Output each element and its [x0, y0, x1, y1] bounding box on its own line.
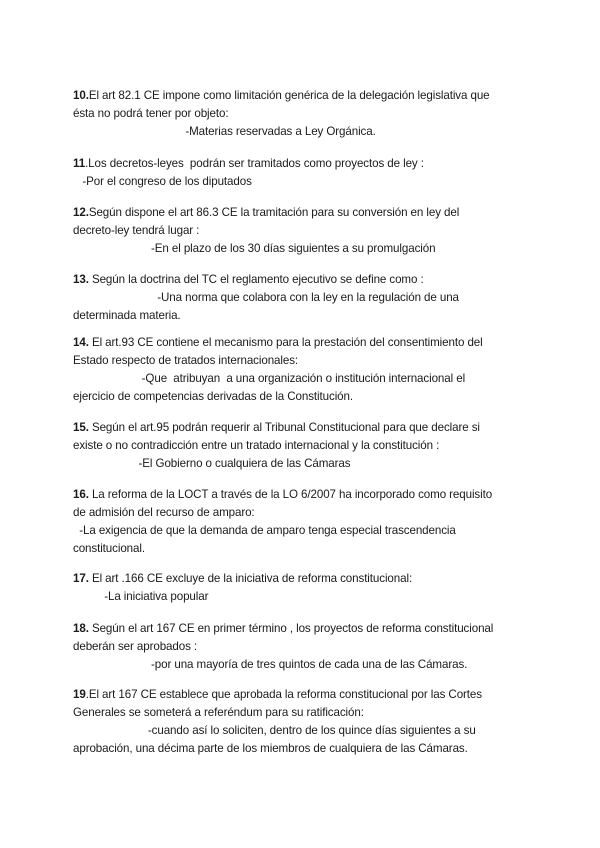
question-text: .El art 167 CE establece que aprobada la reforma constitucional por las Cortes: [85, 688, 482, 701]
question-number: 13.: [73, 273, 89, 286]
question-line: [73, 419, 533, 437]
question-11: [73, 155, 533, 191]
question-line: [73, 620, 533, 638]
question-line: Generales se someterá a referéndum para su ratificación:: [73, 706, 364, 719]
question-number: 15.: [73, 421, 89, 434]
question-text: Según el art 167 CE en primer término , los proyectos de reforma constitucional: [88, 622, 494, 635]
question-line: de admisión del recurso de amparo:: [73, 506, 255, 519]
answer-line: ejercicio de competencias derivadas de la Constitución.: [73, 390, 353, 403]
question-text: Según dispone el art 86.3 CE la tramitación para su conversión en ley del: [88, 206, 460, 219]
answer-line: constitucional.: [73, 542, 145, 555]
question-line: [73, 486, 533, 504]
question-line: [73, 271, 533, 289]
answer-line: aprobación, una décima parte de los miembros de cualquiera de las Cámaras.: [73, 742, 468, 755]
question-16: [73, 486, 533, 558]
question-13: [73, 271, 533, 325]
question-19: [73, 686, 533, 758]
question-text: Según el art.95 podrán requerir al Tribunal Constitucional para que declare si: [88, 421, 480, 434]
question-line: decreto-ley tendrá lugar :: [73, 224, 200, 237]
answer-line: -Una norma que colabora con la ley en la regulación de una: [73, 291, 459, 304]
question-text: El art .166 CE excluye de la iniciativa de reforma constitucional:: [88, 572, 413, 585]
question-number: 16.: [73, 488, 89, 501]
question-15: [73, 419, 533, 473]
question-line: [73, 87, 533, 105]
answer-line: -En el plazo de los 30 días siguientes a su promulgación: [73, 242, 436, 255]
question-text: El art.93 CE contiene el mecanismo para la prestación del consentimiento del: [88, 336, 483, 349]
question-text: La reforma de la LOCT a través de la LO 6/2007 ha incorporado como requisito: [88, 488, 493, 501]
question-line: [73, 204, 533, 222]
question-number: 10.: [73, 89, 89, 102]
question-number: 19: [73, 688, 86, 701]
question-10: [73, 87, 533, 141]
question-line: ésta no podrá tener por objeto:: [73, 107, 229, 120]
question-text: Según la doctrina del TC el reglamento ejecutivo se define como :: [88, 273, 424, 286]
answer-line: -Por el congreso de los diputados: [73, 175, 252, 188]
answer-line: -cuando así lo soliciten, dentro de los quince días siguientes a su: [73, 724, 476, 737]
question-line: Estado respecto de tratados internacionales:: [73, 354, 299, 367]
question-line: [73, 334, 533, 352]
answer-line: -Que atribuyan a una organización o institución internacional el: [73, 372, 466, 385]
question-17: [73, 570, 533, 606]
question-18: [73, 620, 533, 674]
question-line: [73, 155, 533, 173]
answer-line: determinada materia.: [73, 309, 181, 322]
answer-line: -por una mayoría de tres quintos de cada una de las Cámaras.: [73, 658, 468, 671]
question-number: 14.: [73, 336, 89, 349]
question-text: .Los decretos-leyes podrán ser tramitados como proyectos de ley :: [85, 157, 424, 170]
answer-line: -La exigencia de que la demanda de amparo tenga especial trascendencia: [73, 524, 456, 537]
answer-line: -El Gobierno o cualquiera de las Cámaras: [73, 457, 351, 470]
question-line: [73, 570, 533, 588]
question-line: deberán ser aprobados :: [73, 640, 198, 653]
question-number: 18.: [73, 622, 89, 635]
question-number: 17.: [73, 572, 89, 585]
answer-line: -Materias reservadas a Ley Orgánica.: [73, 125, 376, 138]
question-number: 12.: [73, 206, 89, 219]
question-line: existe o no contradicción entre un tratado internacional y la constitución :: [73, 439, 440, 452]
question-line: [73, 686, 533, 704]
answer-line: -La iniciativa popular: [73, 590, 209, 603]
question-text: El art 82.1 CE impone como limitación genérica de la delegación legislativa que: [88, 89, 490, 102]
question-14: [73, 334, 533, 406]
question-number: 11: [73, 157, 86, 170]
question-12: [73, 204, 533, 258]
